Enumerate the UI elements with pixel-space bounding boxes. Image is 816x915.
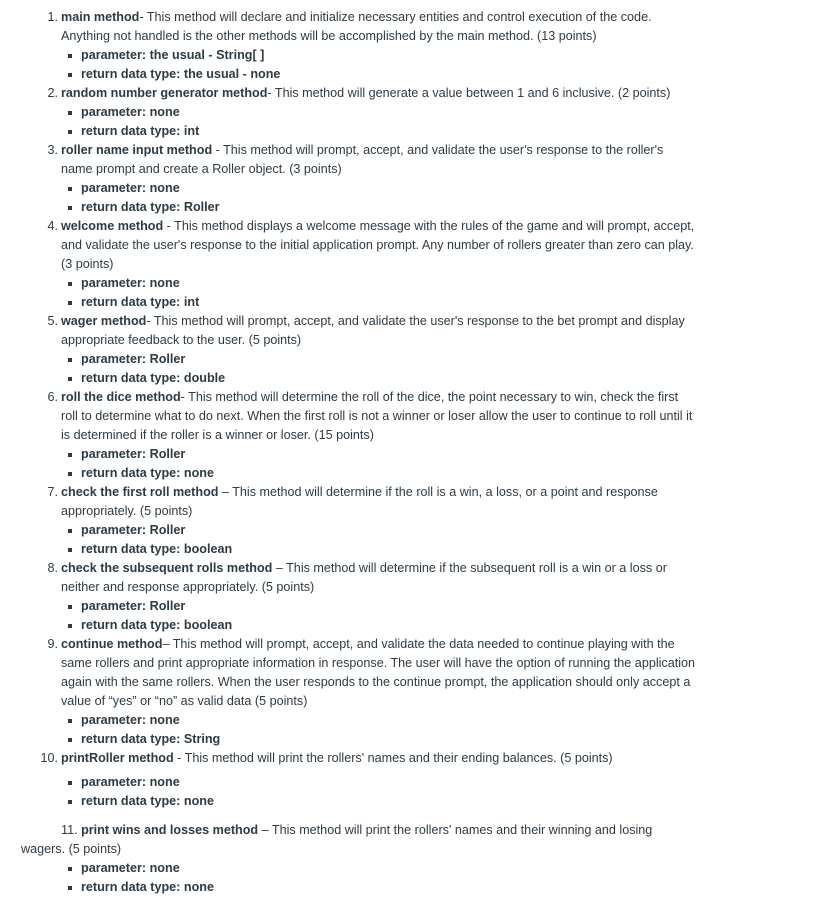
return-type-label: return data type: [81, 200, 181, 214]
parameter-value: none [149, 276, 180, 290]
method-title: welcome method [61, 219, 164, 233]
parameter-value: none [149, 105, 180, 119]
item-number: 4. [47, 219, 58, 233]
return-type-value: Roller [183, 200, 220, 214]
method-title: roller name input method [61, 143, 213, 157]
return-type-item [81, 369, 698, 388]
item-number: 2. [47, 86, 58, 100]
return-type-item [81, 293, 698, 312]
parameter-value: none [149, 713, 180, 727]
return-type-label: return data type: [81, 794, 181, 808]
method-details [61, 179, 698, 217]
return-type-item [81, 792, 698, 811]
return-type-value: double [183, 371, 226, 385]
parameter-value: Roller [149, 599, 186, 613]
return-type-label: return data type: [81, 124, 181, 138]
parameter-item [81, 179, 698, 198]
return-type-item [81, 878, 816, 897]
parameter-value: Roller [149, 447, 186, 461]
parameter-label: parameter: [81, 523, 147, 537]
method-item [0, 388, 816, 483]
method-description: – This method will print the rollers' names and their winning and losing wagers. (5 points) [21, 823, 653, 856]
parameter-label: parameter: [81, 599, 147, 613]
method-description: - This method will prompt, accept, and validate the user's response to the roller's name prompt and create a Roller object. (3 points) [61, 143, 664, 176]
parameter-item [81, 773, 698, 792]
parameter-label: parameter: [81, 447, 147, 461]
parameter-value: the usual - String[ ] [149, 48, 265, 62]
return-type-value: none [183, 794, 214, 808]
method-title: main method [61, 10, 140, 24]
method-details [0, 859, 816, 897]
method-description: – This method will prompt, accept, and validate the data needed to continue playing with the same rollers and print appropriate information in response. The user will have the option of running the application again with the same rollers. When the user responds to the continue prompt, the application should only accept a value of “yes” or “no” as valid data (5 points) [61, 637, 696, 708]
method-description: – This method will determine if the subsequent roll is a win or a loss or neither and response appropriately. (5 points) [61, 561, 667, 594]
return-type-label: return data type: [81, 880, 181, 894]
return-type-item [81, 730, 698, 749]
parameter-item [81, 46, 698, 65]
parameter-item [81, 521, 698, 540]
method-description: - This method will determine the roll of the dice, the point necessary to win, check the first roll to determine what to do next. When the first roll is not a winner or loser allow the user to continue to roll until it is determined if the roller is a winner or loser. (15 points) [61, 390, 693, 442]
method-description: - This method will generate a value between 1 and 6 inclusive. (2 points) [267, 86, 671, 100]
parameter-item [81, 274, 698, 293]
method-details [61, 350, 698, 388]
parameter-label: parameter: [81, 48, 147, 62]
parameter-value: none [149, 861, 180, 875]
method-item [0, 312, 816, 388]
method-title: print wins and losses method [81, 823, 259, 837]
method-item [0, 141, 816, 217]
return-type-value: none [183, 880, 214, 894]
method-title: check the subsequent rolls method [61, 561, 273, 575]
item-number: 9. [47, 637, 58, 651]
item-number: 3. [47, 143, 58, 157]
item-number: 10. [40, 751, 58, 765]
method-details [61, 597, 698, 635]
method-details [61, 103, 698, 141]
return-type-value: the usual - none [183, 67, 281, 81]
method-details [61, 46, 698, 84]
parameter-item [81, 445, 698, 464]
method-description: - This method will prompt, accept, and validate the user's response to the bet prompt and display appropriate feedback to the user. (5 points) [61, 314, 685, 347]
return-type-value: none [183, 466, 214, 480]
method-item [0, 8, 816, 84]
return-type-value: boolean [183, 542, 233, 556]
method-item [0, 559, 816, 635]
return-type-value: int [183, 295, 200, 309]
return-type-value: int [183, 124, 200, 138]
method-item [0, 635, 816, 749]
item-number: 11. [61, 823, 78, 837]
return-type-label: return data type: [81, 466, 181, 480]
method-title: wager method [61, 314, 147, 328]
parameter-label: parameter: [81, 775, 147, 789]
method-item [0, 217, 816, 312]
parameter-item [81, 350, 698, 369]
return-type-item [81, 464, 698, 483]
method-item [0, 483, 816, 559]
parameter-value: Roller [149, 523, 186, 537]
method-item-11 [0, 821, 816, 859]
parameter-value: Roller [149, 352, 186, 366]
return-type-item [81, 198, 698, 217]
parameter-item [81, 711, 698, 730]
method-details [61, 711, 698, 749]
parameter-label: parameter: [81, 713, 147, 727]
parameter-label: parameter: [81, 105, 147, 119]
item-number: 1. [47, 10, 58, 24]
method-details [61, 773, 698, 811]
method-item [0, 749, 816, 811]
return-type-value: String [183, 732, 221, 746]
method-title: check the first roll method [61, 485, 219, 499]
item-number: 8. [47, 561, 58, 575]
method-details [61, 445, 698, 483]
return-type-label: return data type: [81, 67, 181, 81]
parameter-label: parameter: [81, 352, 147, 366]
parameter-label: parameter: [81, 861, 147, 875]
return-type-item [81, 540, 698, 559]
parameter-label: parameter: [81, 276, 147, 290]
method-details [61, 521, 698, 559]
return-type-label: return data type: [81, 542, 181, 556]
method-title: roll the dice method [61, 390, 181, 404]
parameter-item [81, 859, 816, 878]
return-type-label: return data type: [81, 618, 181, 632]
parameter-item [81, 597, 698, 616]
parameter-value: none [149, 775, 180, 789]
method-details [61, 274, 698, 312]
return-type-item [81, 122, 698, 141]
item-number: 7. [47, 485, 58, 499]
return-type-label: return data type: [81, 371, 181, 385]
method-description: - This method will declare and initialize necessary entities and control execution of the code. Anything not handled is the other methods will be accomplished by the main method. (13 points) [61, 10, 652, 43]
method-item [0, 84, 816, 141]
return-type-item [81, 616, 698, 635]
return-type-label: return data type: [81, 295, 181, 309]
item-number: 6. [47, 390, 58, 404]
return-type-item [81, 65, 698, 84]
parameter-value: none [149, 181, 180, 195]
parameter-label: parameter: [81, 181, 147, 195]
return-type-label: return data type: [81, 732, 181, 746]
method-description: - This method displays a welcome message with the rules of the game and will prompt, accept, and validate the user's response to the initial application prompt. Any number of rollers greater than zero can play. (3 points) [61, 219, 695, 271]
method-title: printRoller method [61, 751, 174, 765]
parameter-item [81, 103, 698, 122]
method-title: continue method [61, 637, 163, 651]
return-type-value: boolean [183, 618, 233, 632]
method-description: - This method will print the rollers' names and their ending balances. (5 points) [173, 751, 613, 765]
method-title: random number generator method [61, 86, 268, 100]
method-description: – This method will determine if the roll is a win, a loss, or a point and response appropriately. (5 points) [61, 485, 658, 518]
item-number: 5. [47, 314, 58, 328]
